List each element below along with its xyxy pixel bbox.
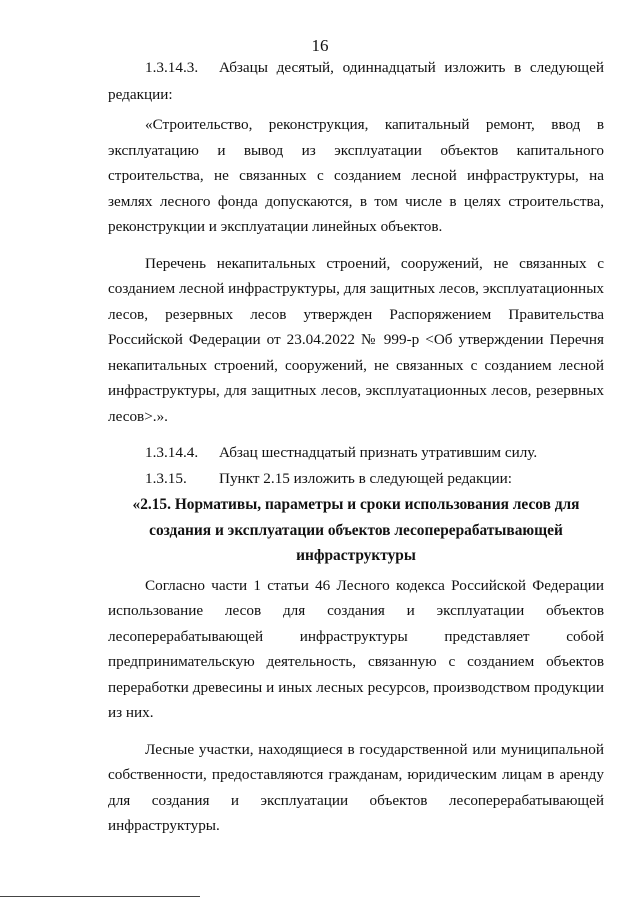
item-1-3-14-3: [108, 55, 604, 81]
document-body: [108, 55, 604, 839]
item-number: 1.3.14.3.: [145, 59, 199, 76]
page-number: 16: [311, 36, 329, 55]
section-heading: «2.15. Нормативы, параметры и сроки использования лесов для создания и эксплуатации объектов лесоперерабатывающей инфраструктуры: [132, 496, 580, 564]
item-number: 1.3.14.4.: [145, 444, 199, 461]
item-number: 1.3.15.: [145, 469, 187, 487]
body-paragraph-1: Согласно части 1 статьи 46 Лесного кодекса Российской Федерации использование лесов для создания и эксплуатации объектов лесоперерабатывающей инфраструктуры представляет собой предпринимательскую деятельность, связанную с созданием объектов переработки древесины и иных лесных ресурсов, производством продукции из них.: [108, 576, 604, 721]
item-1-3-14-4: [108, 440, 604, 466]
body-paragraph-2: Лесные участки, находящиеся в государственной или муниципальной собственности, предоставляются гражданам, юридическим лицам в аренду для создания и эксплуатации объектов лесоперерабатывающей инфраструктуры.: [108, 740, 604, 834]
item-text: Абзацы десятый, одиннадцатый изложить в следующей: [219, 59, 604, 76]
item-text: Пункт 2.15 изложить в следующей редакции:: [219, 469, 513, 487]
item-text: Абзац шестнадцатый признать утратившим силу.: [219, 444, 538, 461]
item-1-3-15: [108, 466, 604, 492]
quote-paragraph-2: Перечень некапитальных строений, сооружений, не связанных с созданием лесной инфраструктуры, для защитных лесов, эксплуатационных лесов, резервных лесов утвержден Распоряжением Правительства Российской Федерации от 23.04.2022 № 999-р <Об утверждении Перечня некапитальных строений, сооружений, не связанных с созданием лесной инфраструктуры, для защитных лесов, эксплуатационных лесов, резервных лесов>.».: [108, 254, 604, 425]
item-text-continuation: редакции:: [108, 85, 173, 103]
quote-paragraph-1: «Строительство, реконструкция, капитальный ремонт, ввод в эксплуатацию и вывод из эксплуатации объектов капитального строительства, не связанных с созданием лесной инфраструктуры, на землях лесного фонда допускаются, в том числе в целях строительства, реконструкции и эксплуатации линейных объектов.: [108, 116, 604, 235]
footer-divider: [0, 896, 200, 897]
